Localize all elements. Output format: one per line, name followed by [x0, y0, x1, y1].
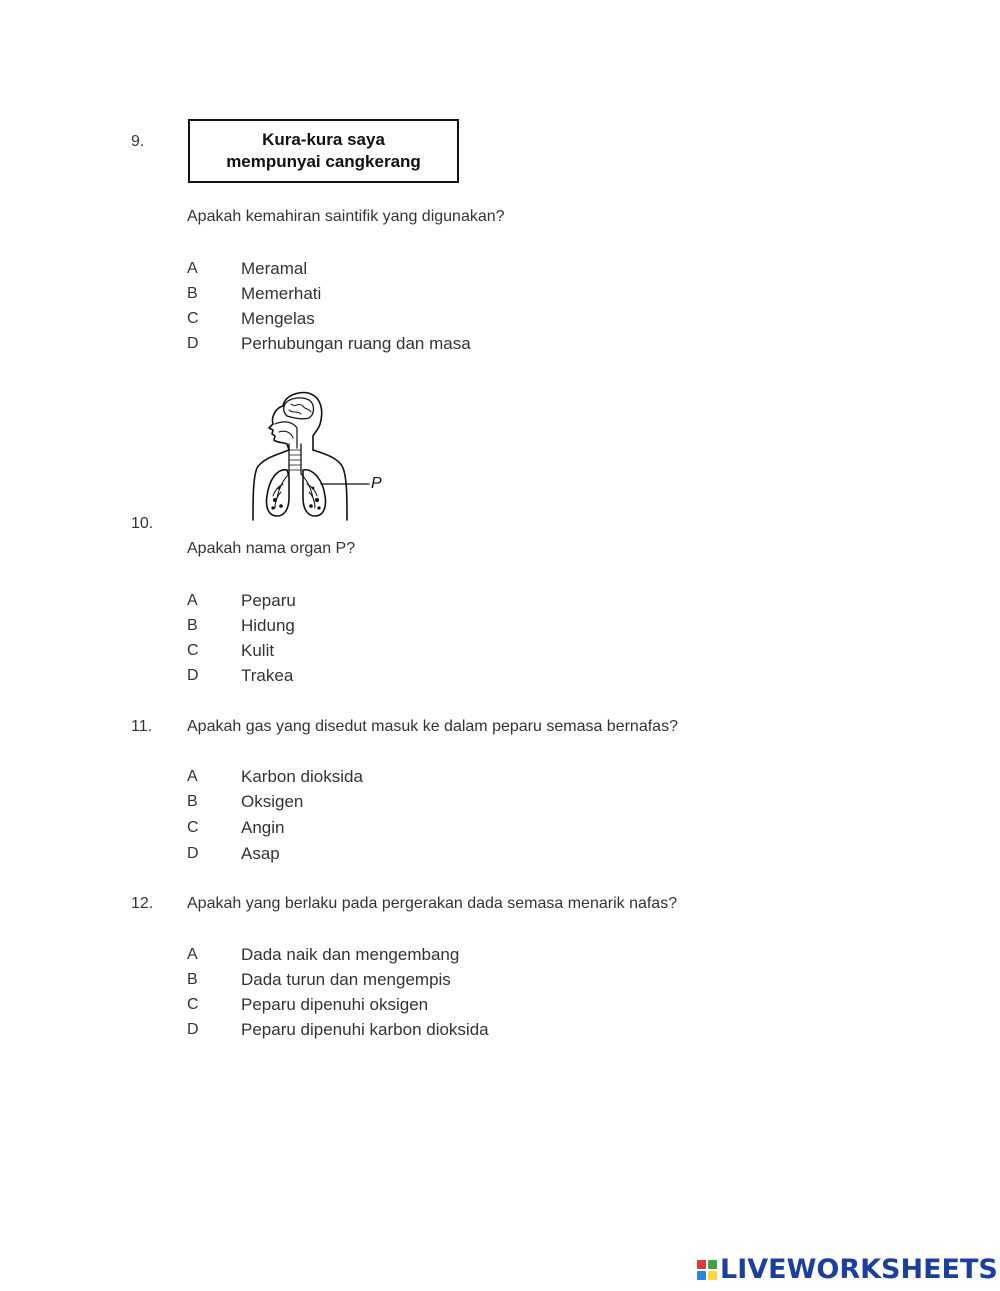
q10-option-b-text[interactable]: Hidung [241, 616, 295, 635]
q11-option-b-letter: B [187, 793, 198, 810]
q12-option-c-text[interactable]: Peparu dipenuhi oksigen [241, 995, 429, 1014]
logo-text: LIVEWORKSHEETS [720, 1254, 998, 1285]
statement-box [188, 119, 459, 183]
q11-option-a-text[interactable]: Karbon dioksida [241, 767, 363, 786]
question-12-number: 12. [131, 895, 154, 912]
q10-option-b-letter: B [187, 617, 198, 634]
q9-option-b-letter: B [187, 285, 198, 302]
question-9-number: 9. [131, 133, 145, 150]
q10-option-c-text[interactable]: Kulit [241, 641, 275, 660]
logo-block-blue [697, 1271, 706, 1280]
q11-option-d-text[interactable]: Asap [241, 844, 280, 863]
q12-option-d-text[interactable]: Peparu dipenuhi karbon dioksida [241, 1020, 489, 1039]
q12-option-b-letter: B [187, 971, 198, 988]
logo-block-red [697, 1260, 706, 1269]
q10-option-d-letter: D [187, 667, 199, 684]
question-11-text: Apakah gas yang disedut masuk ke dalam peparu semasa bernafas? [187, 718, 678, 735]
figure-label-p: P [371, 475, 382, 492]
q12-option-c-letter: C [187, 996, 199, 1013]
statement-line-2: mempunyai cangkerang [226, 152, 421, 171]
q10-option-a-letter: A [187, 592, 198, 609]
logo-block-yellow [708, 1271, 717, 1280]
respiratory-system-figure [245, 388, 390, 528]
question-11-number: 11. [131, 718, 153, 735]
q9-option-d-letter: D [187, 335, 199, 352]
q11-option-b-text[interactable]: Oksigen [241, 792, 304, 811]
q12-option-b-text[interactable]: Dada turun dan mengempis [241, 970, 451, 989]
logo-block-green [708, 1260, 717, 1269]
q10-option-d-text[interactable]: Trakea [241, 666, 294, 685]
q9-option-c-letter: C [187, 310, 199, 327]
q12-option-a-text[interactable]: Dada naik dan mengembang [241, 945, 460, 964]
q10-option-a-text[interactable]: Peparu [241, 591, 296, 610]
q11-option-d-letter: D [187, 845, 199, 862]
q9-option-d-text[interactable]: Perhubungan ruang dan masa [241, 334, 471, 353]
question-9-text: Apakah kemahiran saintifik yang digunakan? [187, 208, 505, 225]
question-12-text: Apakah yang berlaku pada pergerakan dada semasa menarik nafas? [187, 895, 678, 912]
q9-option-b-text[interactable]: Memerhati [241, 284, 322, 303]
q11-option-a-letter: A [187, 768, 198, 785]
q12-option-d-letter: D [187, 1021, 199, 1038]
q9-option-c-text[interactable]: Mengelas [241, 309, 315, 328]
question-10-number: 10. [131, 515, 154, 532]
q9-option-a-letter: A [187, 260, 198, 277]
q9-option-a-text[interactable]: Meramal [241, 259, 308, 278]
q12-option-a-letter: A [187, 946, 198, 963]
liveworksheets-logo [697, 1254, 998, 1285]
q10-option-c-letter: C [187, 642, 199, 659]
q11-option-c-letter: C [187, 819, 199, 836]
q11-option-c-text[interactable]: Angin [241, 818, 285, 837]
logo-blocks-icon [697, 1260, 717, 1280]
statement-line-1: Kura-kura saya [262, 130, 385, 149]
question-10-text: Apakah nama organ P? [187, 540, 356, 557]
